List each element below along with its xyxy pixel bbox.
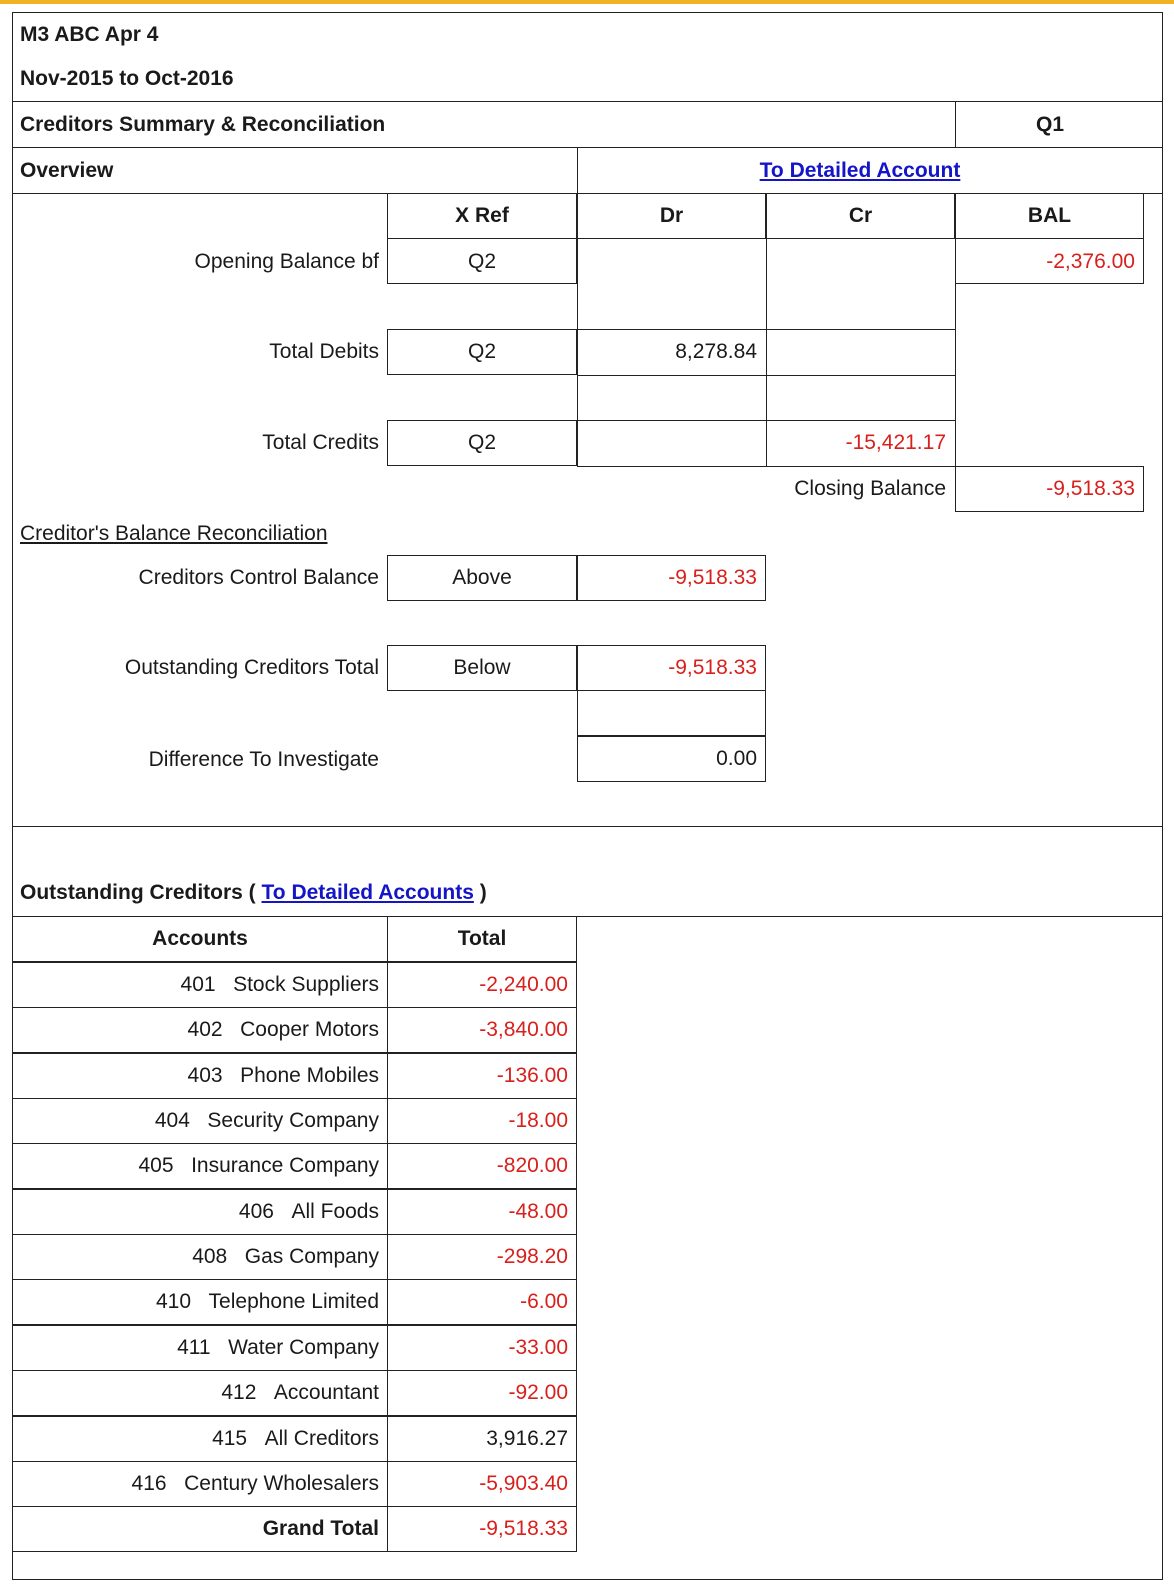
account-total: -33.00 [508, 1336, 568, 1359]
bal-column-header: BAL [1027, 204, 1072, 227]
spacer [216, 973, 234, 996]
account-name: Cooper Motors [240, 1018, 379, 1041]
account-label-cell [12, 1007, 379, 1053]
opening-balance-value: -2,376.00 [1046, 250, 1135, 273]
account-name: All Creditors [264, 1427, 379, 1450]
account-total: -18.00 [508, 1109, 568, 1132]
accent-bar [0, 0, 1174, 4]
spacer [190, 1109, 208, 1132]
account-label-cell [12, 1143, 379, 1189]
ref-code-cell: Q1 [1035, 113, 1064, 136]
spacer [223, 1018, 241, 1041]
cell-border [577, 690, 766, 736]
account-label-cell [12, 1461, 379, 1507]
account-name: Phone Mobiles [240, 1064, 379, 1087]
xref-column-header: X Ref [455, 204, 509, 227]
spacer [211, 1336, 229, 1359]
account-label-cell [12, 1189, 379, 1235]
account-name: Security Company [207, 1109, 379, 1132]
difference-to-investigate-label: Difference To Investigate [148, 748, 379, 771]
account-label-cell [12, 1416, 379, 1462]
account-total: -6.00 [520, 1290, 568, 1313]
total-credits-xref: Q2 [467, 431, 496, 454]
account-label-cell [12, 1279, 379, 1325]
spacer [174, 1154, 192, 1177]
account-label-cell [12, 1325, 379, 1371]
outstanding-creditors-total-value: -9,518.33 [668, 656, 757, 679]
divider [12, 826, 1163, 827]
outstanding-creditors-table [12, 916, 578, 1552]
overview-label: Overview [20, 159, 114, 182]
account-name: Stock Suppliers [233, 973, 379, 996]
account-label-cell [12, 1098, 379, 1144]
account-label-cell [12, 1370, 379, 1416]
account-code: 415 [212, 1427, 248, 1450]
outstanding-heading-end: ) [479, 881, 487, 904]
grand-total-value: -9,518.33 [479, 1517, 568, 1540]
account-label-cell [12, 962, 379, 1008]
spacer [256, 1381, 274, 1404]
spacer [167, 1472, 185, 1495]
account-label-cell [12, 1234, 379, 1280]
total-credits-label: Total Credits [262, 431, 379, 454]
total-column-header: Total [457, 927, 507, 950]
account-total: -298.20 [496, 1245, 568, 1268]
account-total: -3,840.00 [479, 1018, 568, 1041]
overview-link-cell [577, 148, 1143, 194]
account-name: Water Company [228, 1336, 379, 1359]
spacer [247, 1427, 265, 1450]
opening-balance-label: Opening Balance bf [194, 250, 379, 273]
account-name: Telephone Limited [208, 1290, 379, 1313]
sheet-title: M3 ABC Apr 4 [20, 23, 159, 46]
account-total: -136.00 [496, 1064, 568, 1087]
creditors-control-balance-label: Creditors Control Balance [138, 566, 379, 589]
account-code: 402 [187, 1018, 223, 1041]
creditors-control-balance-ref: Above [452, 566, 512, 589]
account-total: -5,903.40 [479, 1472, 568, 1495]
section-title: Creditors Summary & Reconciliation [20, 113, 386, 136]
outstanding-creditors-total-ref: Below [453, 656, 511, 679]
total-debits-xref: Q2 [467, 340, 496, 363]
account-total: -2,240.00 [479, 973, 568, 996]
account-total: 3,916.27 [486, 1427, 568, 1450]
closing-balance-value: -9,518.33 [1046, 477, 1135, 500]
account-code: 404 [154, 1109, 190, 1132]
closing-balance-label: Closing Balance [794, 477, 946, 500]
outstanding-creditors-total-label: Outstanding Creditors Total [124, 656, 379, 679]
outstanding-creditors-heading [20, 870, 487, 916]
account-code: 403 [187, 1064, 223, 1087]
account-code: 405 [138, 1154, 174, 1177]
opening-balance-xref: Q2 [467, 250, 496, 273]
to-detailed-accounts-link[interactable]: To Detailed Accounts [261, 881, 474, 904]
dr-column-header: Dr [659, 204, 684, 227]
account-code: 416 [131, 1472, 167, 1495]
spacer [274, 1200, 292, 1223]
difference-to-investigate-value: 0.00 [716, 747, 757, 770]
outstanding-heading-text: Outstanding Creditors ( [20, 881, 256, 904]
account-code: 401 [180, 973, 216, 996]
account-name: Gas Company [244, 1245, 379, 1268]
account-total: -820.00 [496, 1154, 568, 1177]
total-debits-value: 8,278.84 [675, 340, 757, 363]
spacer [227, 1245, 245, 1268]
account-name: Insurance Company [191, 1154, 379, 1177]
cr-column-header: Cr [848, 204, 873, 227]
account-code: 410 [155, 1290, 192, 1313]
account-code: 406 [238, 1200, 274, 1223]
to-detailed-account-link[interactable]: To Detailed Account [759, 159, 961, 182]
total-credits-value: -15,421.17 [845, 431, 946, 454]
accounts-column-header: Accounts [152, 927, 248, 950]
account-total: -92.00 [508, 1381, 568, 1404]
account-name: Century Wholesalers [184, 1472, 379, 1495]
account-code: 408 [192, 1245, 228, 1268]
account-code: 412 [221, 1381, 257, 1404]
reconciliation-heading: Creditor's Balance Reconciliation [20, 522, 328, 545]
account-total: -48.00 [508, 1200, 568, 1223]
spacer [223, 1064, 241, 1087]
divider [577, 375, 955, 376]
creditors-control-balance-value: -9,518.33 [668, 566, 757, 589]
spacer [191, 1290, 209, 1313]
period-label: Nov-2015 to Oct-2016 [20, 67, 234, 90]
account-name: Accountant [273, 1381, 379, 1404]
account-name: All Foods [291, 1200, 379, 1223]
account-label-cell [12, 1053, 379, 1099]
grand-total-label: Grand Total [262, 1517, 379, 1540]
total-debits-label: Total Debits [269, 340, 379, 363]
account-code: 411 [177, 1336, 211, 1359]
